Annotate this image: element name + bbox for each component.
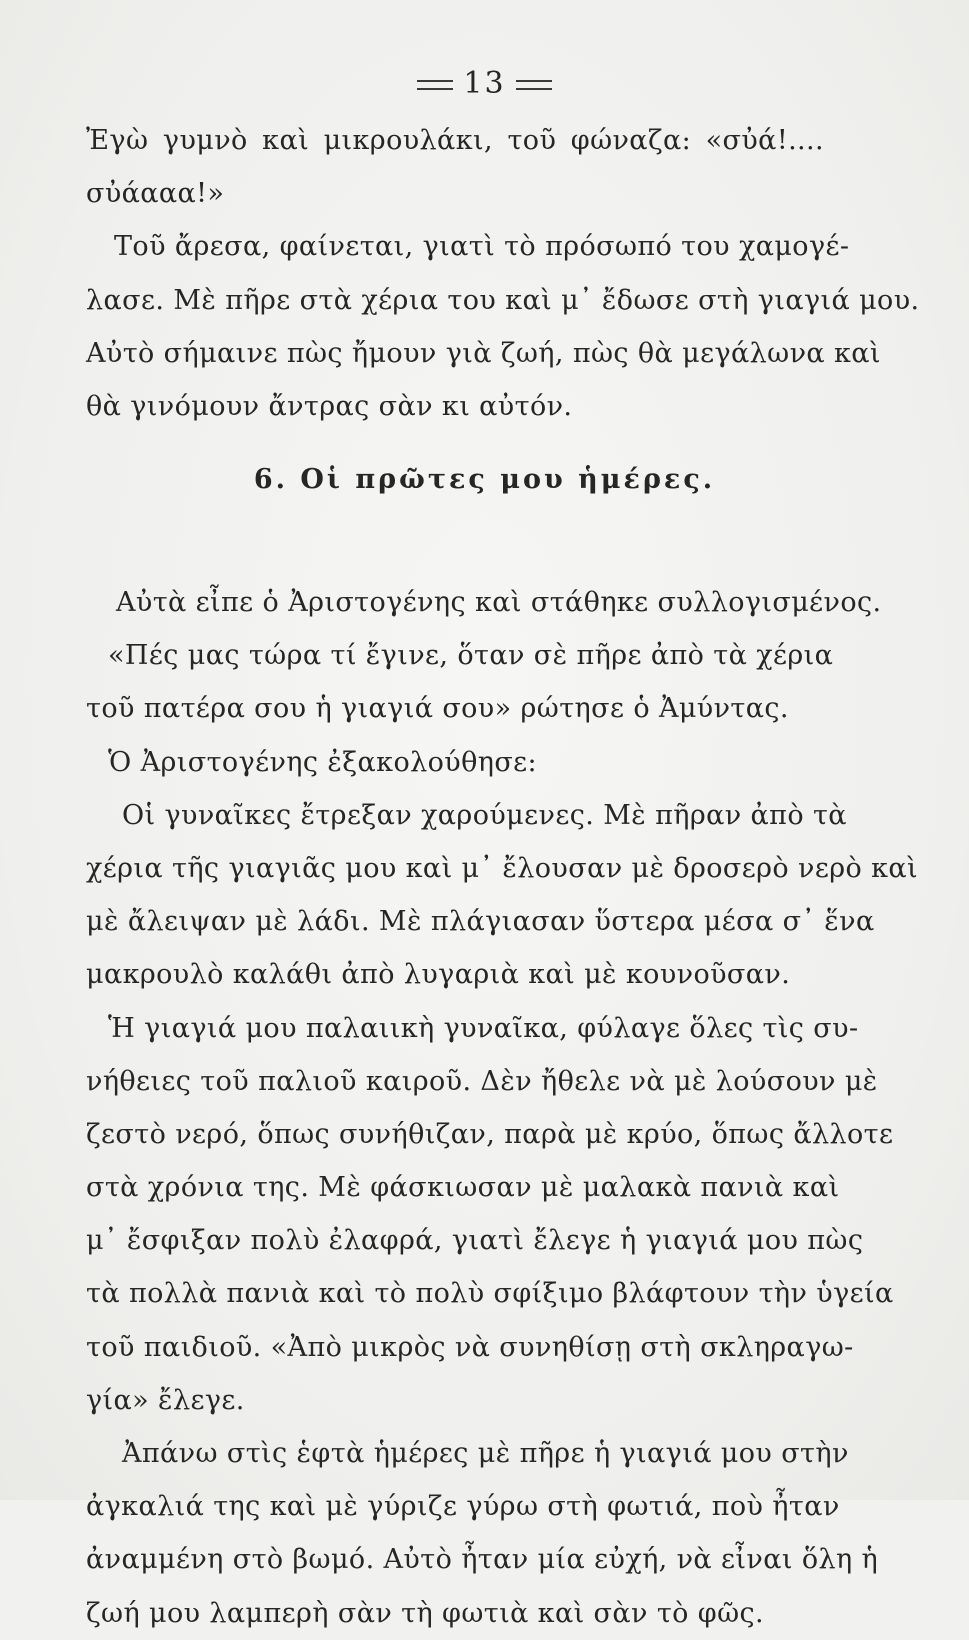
text-line: τοῦ παιδιοῦ. «Ἀπὸ μικρὸς νὰ συνηθίσῃ στὴ σκληραγω-: [86, 1331, 854, 1363]
text-line: μακρουλὸ καλάθι ἀπὸ λυγαριὰ καὶ μὲ κουνοῦσαν.: [86, 959, 791, 991]
text-line: ἀγκαλιά της καὶ μὲ γύριζε γύρω στὴ φωτιά, ποὺ ἦταν: [86, 1491, 840, 1523]
text-line: ζεστὸ νερό, ὅπως συνήθιζαν, παρὰ μὲ κρύο, ὅπως ἄλλοτε: [86, 1118, 894, 1150]
text-line: «Πές μας τώρα τί ἔγινε, ὅταν σὲ πῆρε ἀπὸ τὰ χέρια: [108, 640, 834, 672]
page-number-rule-left: [417, 80, 453, 90]
text-line: λασε. Μὲ πῆρε στὰ χέρια του καὶ μ᾿ ἔδωσε στὴ γιαγιά μου.: [86, 284, 920, 316]
text-line: γία» ἔλεγε.: [86, 1384, 245, 1416]
page-number: [0, 64, 969, 104]
text-line: Ἡ γιαγιά μου παλαιικὴ γυναῖκα, φύλαγε ὅλες τὶς συ-: [108, 1012, 859, 1044]
text-line: τὰ πολλὰ πανιὰ καὶ τὸ πολὺ σφίξιμο βλάφτουν τὴν ὑγεία: [86, 1278, 894, 1310]
top-paragraph: [86, 114, 920, 433]
page-number-text: 13: [463, 66, 506, 101]
text-line: σὐάααα!»: [86, 178, 225, 210]
text-line: θὰ γινόμουν ἄντρας σὰν κι αὐτόν.: [86, 390, 573, 422]
text-line: μ᾿ ἔσφιξαν πολὺ ἐλαφρά, γιατὶ ἔλεγε ἡ γιαγιά μου πὼς: [86, 1225, 864, 1257]
text-line: Ὁ Ἀριστογένης ἐξακολούθησε:: [108, 746, 538, 778]
section-body: [86, 576, 919, 1640]
text-line: Οἱ γυναῖκες ἔτρεξαν χαρούμενες. Μὲ πῆραν ἀπὸ τὰ: [122, 799, 847, 831]
text-line: ἀναμμένη στὸ βωμό. Αὐτὸ ἦταν μία εὐχή, νὰ εἶναι ὅλη ἡ: [86, 1544, 879, 1576]
text-line: Ἐγὼ γυμνὸ καὶ μικρουλάκι, τοῦ φώναζα: «σὐά!....: [86, 125, 824, 156]
text-line: Αὐτὸ σήμαινε πὼς ἤμουν γιὰ ζωή, πὼς θὰ μεγάλωνα καὶ: [86, 337, 881, 369]
page-number-rule-right: [516, 80, 552, 90]
text-line: χέρια τῆς γιαγιᾶς μου καὶ μ᾿ ἔλουσαν μὲ δροσερὸ νερὸ καὶ: [86, 852, 919, 884]
text-line: τοῦ πατέρα σου ἡ γιαγιά σου» ρώτησε ὁ Ἀμύντας.: [86, 693, 789, 725]
text-line: νήθειες τοῦ παλιοῦ καιροῦ. Δὲν ἤθελε νὰ μὲ λούσουν μὲ: [86, 1065, 878, 1097]
text-line: Τοῦ ἄρεσα, φαίνεται, γιατὶ τὸ πρόσωπό του χαμογέ-: [114, 231, 850, 263]
text-line: μὲ ἄλειψαν μὲ λάδι. Μὲ πλάγιασαν ὕστερα μέσα σ᾿ ἕνα: [86, 906, 875, 938]
text-line: Αὐτὰ εἶπε ὁ Ἀριστογένης καὶ στάθηκε συλλογισμένος.: [116, 587, 882, 618]
text-line: ζωή μου λαμπερὴ σὰν τὴ φωτιὰ καὶ σὰν τὸ φῶς.: [86, 1597, 765, 1629]
section-heading: 6. Οἱ πρῶτες μου ἡμέρες.: [253, 464, 716, 495]
text-line: Ἀπάνω στὶς ἑφτὰ ἡμέρες μὲ πῆρε ἡ γιαγιά μου στὴν: [122, 1438, 849, 1469]
text-line: στὰ χρόνια της. Μὲ φάσκιωσαν μὲ μαλακὰ πανιὰ καὶ: [86, 1172, 840, 1204]
